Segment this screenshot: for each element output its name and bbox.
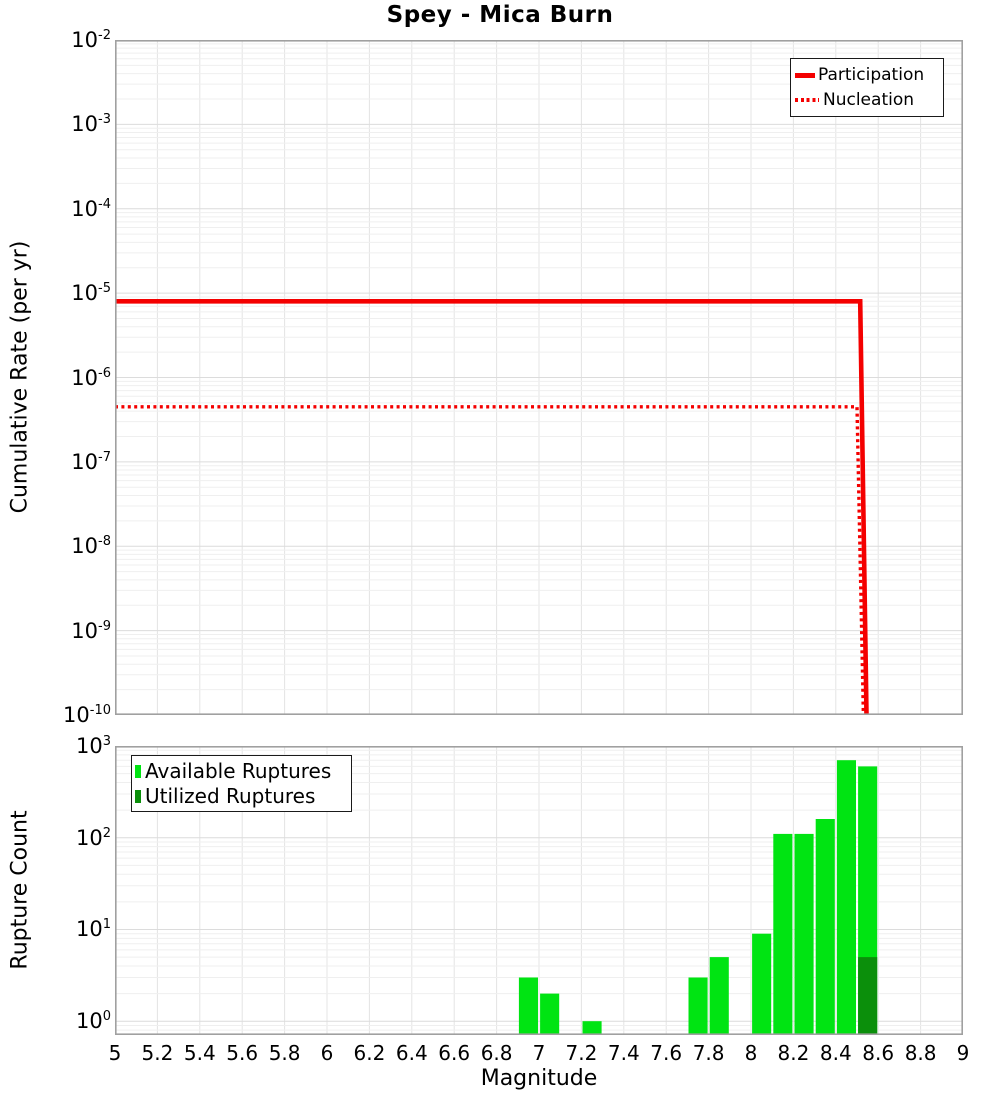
y-tick-label: $10^{-8}$ [71, 534, 111, 559]
chart-title: Spey - Mica Burn [386, 2, 614, 28]
x-tick-label: 6.2 [353, 1041, 386, 1065]
count-y-axis-label: Rupture Count [7, 810, 33, 970]
x-tick-label: 7.8 [692, 1041, 725, 1065]
bar [689, 978, 708, 1036]
x-tick-label: 8.2 [777, 1041, 810, 1065]
x-tick-label: 7 [532, 1041, 546, 1065]
x-tick-label: 8 [744, 1041, 758, 1065]
gridlines [115, 40, 963, 715]
y-tick-label: $10^{-10}$ [63, 703, 111, 727]
x-tick-label: 5 [108, 1041, 122, 1065]
nucleation-legend-label: Nucleation [823, 89, 915, 110]
y-tick-label: $10^{-2}$ [71, 28, 111, 52]
y-tick-label: $10^{-4}$ [71, 196, 111, 221]
x-tick-label: 8.4 [819, 1041, 852, 1065]
count-legend [131, 755, 352, 812]
x-tick-label: 6.6 [438, 1041, 471, 1065]
rate-legend [790, 58, 944, 117]
bar [710, 957, 729, 1035]
participation-line [115, 301, 867, 715]
bar [858, 957, 877, 1035]
y-tick-label: $10^0$ [75, 1009, 111, 1034]
cumulative-rate-plot [115, 40, 963, 715]
utilized-ruptures-legend-label: Utilized Ruptures [145, 784, 316, 808]
available-ruptures-legend-label: Available Ruptures [145, 759, 332, 783]
bar [752, 934, 771, 1035]
bar [519, 978, 538, 1036]
legend-row-available [135, 759, 348, 783]
x-tick-label: 7.2 [565, 1041, 598, 1065]
x-tick-label: 5.2 [141, 1041, 174, 1065]
participation-line-swatch [795, 73, 815, 78]
rate-y-axis-label: Cumulative Rate (per yr) [7, 240, 33, 514]
bar [816, 819, 835, 1035]
y-tick-label: $10^1$ [75, 917, 111, 942]
bar [583, 1021, 602, 1035]
available-ruptures-swatch [135, 765, 141, 778]
y-tick-label: $10^{-7}$ [71, 449, 111, 474]
y-tick-label: $10^{-6}$ [71, 365, 111, 390]
y-tick-label: $10^{-9}$ [71, 618, 111, 643]
utilized-ruptures-bars [858, 957, 877, 1035]
bar [773, 834, 792, 1035]
x-tick-label: 6 [320, 1041, 334, 1065]
nucleation-line-swatch [795, 98, 819, 102]
bar [837, 760, 856, 1035]
x-tick-label: 6.8 [480, 1041, 513, 1065]
x-tick-label: 5.6 [226, 1041, 259, 1065]
y-tick-label: $10^{-3}$ [71, 112, 111, 137]
y-tick-label: $10^3$ [75, 734, 111, 758]
bar [540, 994, 559, 1035]
x-tick-label: 8.6 [862, 1041, 895, 1065]
x-tick-label: 9 [956, 1041, 970, 1065]
participation-legend-label: Participation [818, 65, 925, 86]
legend-row-participation [795, 65, 939, 85]
x-tick-label: 7.4 [607, 1041, 640, 1065]
x-tick-label: 7.6 [650, 1041, 683, 1065]
y-tick-label: $10^{-5}$ [71, 281, 111, 306]
x-tick-label: 6.4 [395, 1041, 428, 1065]
x-tick-label: 5.4 [183, 1041, 216, 1065]
y-tick-label: $10^2$ [75, 825, 111, 850]
x-tick-label: 8.8 [904, 1041, 937, 1065]
bar [795, 834, 814, 1035]
x-tick-label: 5.8 [268, 1041, 301, 1065]
legend-row-nucleation [795, 90, 939, 110]
x-axis-label: Magnitude [480, 1066, 598, 1091]
utilized-ruptures-swatch [135, 790, 141, 803]
legend-row-utilized [135, 784, 348, 808]
